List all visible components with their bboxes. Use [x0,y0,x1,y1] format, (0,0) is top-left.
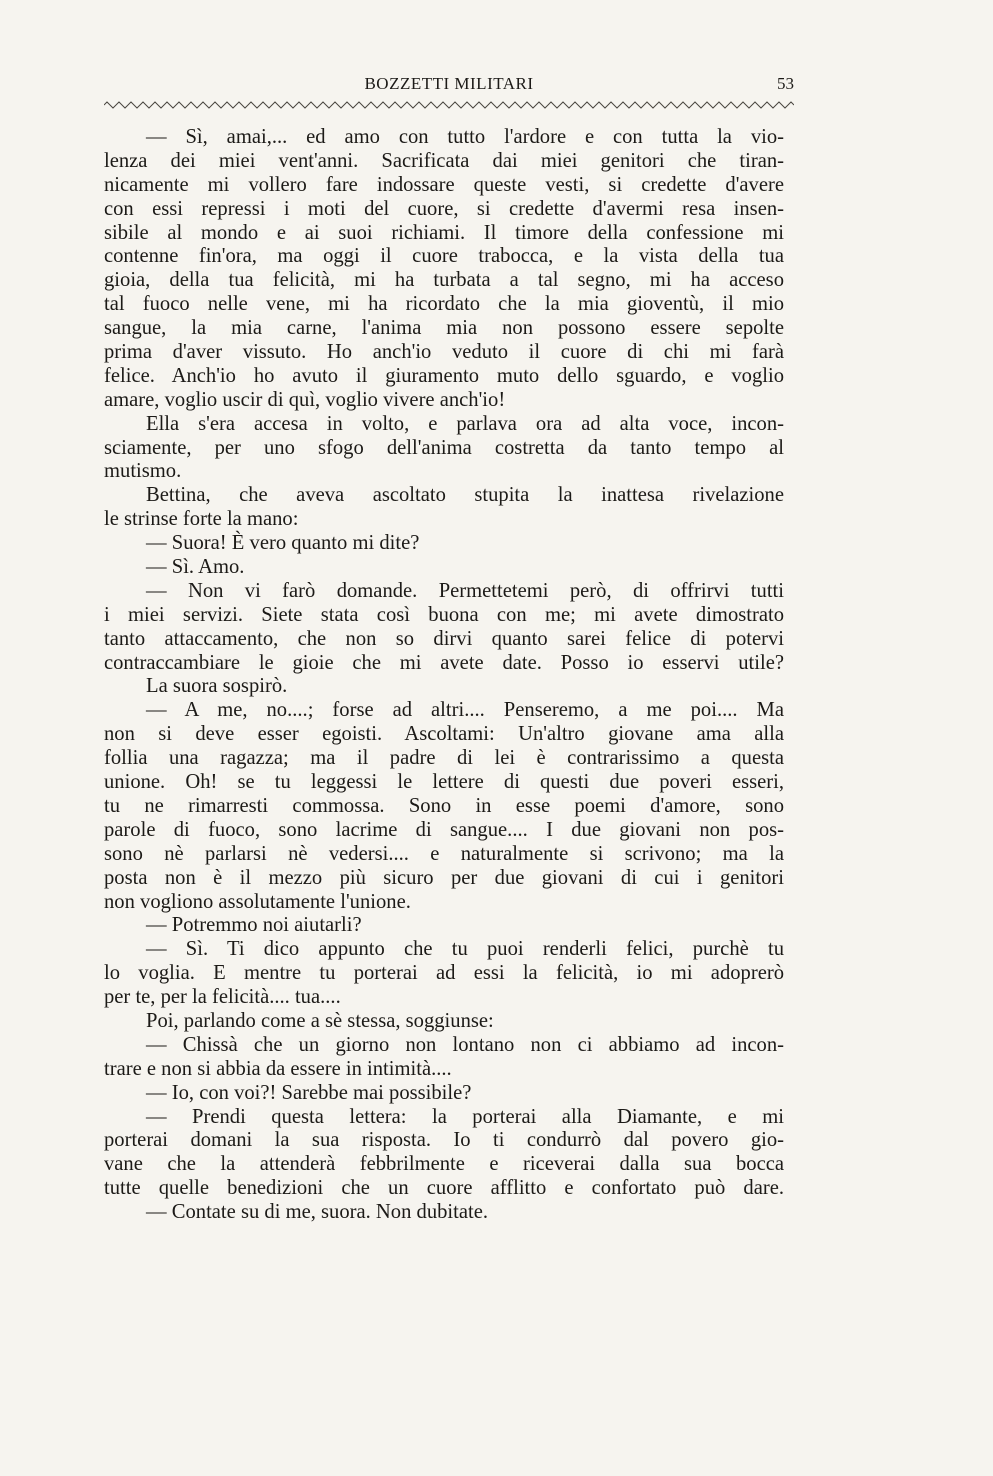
text-line: — Io, con voi?! Sarebbe mai possibile? [146,1081,472,1104]
text-line: vane che la attenderà febbrilmente e riceverai dalla sua bocca [104,1153,784,1176]
text-line: unione. Oh! se tu leggessi le lettere di questi due poveri esseri, [104,771,784,794]
text-line: — Sì. Ti dico appunto che tu puoi renderli felici, purchè tu [146,938,784,961]
running-title: BOZZETTI MILITARI [364,74,534,93]
text-line: Poi, parlando come a sè stessa, soggiunse: [146,1009,494,1032]
text-line: sono nè parlarsi nè vedersi.... e naturalmente si scrivono; ma la [104,842,784,865]
text-line: nicamente mi vollero fare indossare queste vesti, si credette d'avere [104,173,784,196]
page-header [104,74,794,102]
text-line: posta non è il mezzo più sicuro per due giovani di cui i genitori [104,866,784,889]
text-line: lenza dei miei vent'anni. Sacrificata dai miei genitori che tiran- [104,149,784,172]
text-line: parole di fuoco, sono lacrime di sangue.... I due giovani non pos- [104,818,784,841]
text-line: felice. Anch'io ho avuto il giuramento muto dello sguardo, e voglio [104,364,784,387]
text-line: porterai domani la sua risposta. Io ti condurrò dal povero gio- [104,1129,784,1152]
text-line: non vogliono assolutamente l'unione. [104,890,411,913]
text-line: non si deve esser egoisti. Ascoltami: Un'altro giovane ama alla [104,723,784,746]
text-line: — A me, no....; forse ad altri.... Penseremo, a me poi.... Ma [146,699,784,722]
text-line: tu ne rimarresti commossa. Sono in esse poemi d'amore, sono [104,794,784,817]
text-line: gioia, della tua felicità, mi ha turbata a tal segno, mi ha acceso [104,269,784,292]
text-line: con essi repressi i moti del cuore, si credette d'avermi resa insen- [104,197,784,220]
text-line: — Contate su di me, suora. Non dubitate. [146,1201,489,1224]
text-line: mutismo. [104,460,182,483]
text-line: amare, voglio uscir di quì, voglio vivere anch'io! [104,388,506,411]
text-line: sibile al mondo e ai suoi richiami. Il timore della confessione mi [104,221,784,244]
text-line: lo voglia. E mentre tu porterai ad essi la felicità, io mi adoprerò [104,962,784,985]
text-line: — Suora! È vero quanto mi dite? [146,532,420,555]
text-line: sciamente, per uno sfogo dell'anima costretta da tanto tempo al [104,436,784,459]
text-line: contraccambiare le gioie che mi avete date. Posso io esservi utile? [104,651,784,674]
text-line: sangue, la mia carne, l'anima mia non possono essere sepolte [104,317,784,340]
text-line: contenne fin'ora, ma oggi il cuore trabocca, e la vista della tua [104,245,784,268]
body-text [104,126,784,1225]
page-number: 53 [777,74,794,93]
text-line: — Potremmo noi aiutarli? [146,914,362,937]
text-line: le strinse forte la mano: [104,508,299,531]
text-line: Ella s'era accesa in volto, e parlava ora ad alta voce, incon- [146,412,784,435]
text-line: — Sì, amai,... ed amo con tutto l'ardore e con tutta la vio- [146,126,784,148]
text-line: tal fuoco nelle vene, mi ha ricordato che la mia gioventù, il mio [104,293,784,316]
text-line: follia una ragazza; ma il padre di lei è contrarissimo a questa [104,747,784,770]
header-wavy-rule [104,100,794,110]
text-line: i miei servizi. Siete stata così buona con me; mi avete dimostrato [104,603,784,626]
text-line: — Prendi questa lettera: la porterai alla Diamante, e mi [146,1105,784,1128]
text-line: Bettina, che aveva ascoltato stupita la inattesa rivelazione [146,484,784,507]
text-line: prima d'aver vissuto. Ho anch'io veduto il cuore di chi mi farà [104,341,784,364]
text-line: — Non vi farò domande. Permettetemi però, di offrirvi tutti [146,579,784,602]
text-line: — Chissà che un giorno non lontano non ci abbiamo ad incon- [146,1033,784,1056]
text-line: trare e non si abbia da essere in intimità.... [104,1057,452,1080]
text-line: La suora sospirò. [146,675,288,698]
text-line: tutte quelle benedizioni che un cuore afflitto e confortato può dare. [104,1177,784,1200]
text-line: tanto attaccamento, che non so dirvi quanto sarei felice di potervi [104,627,784,650]
text-line: — Sì. Amo. [146,556,245,579]
text-line: per te, per la felicità.... tua.... [104,986,341,1009]
